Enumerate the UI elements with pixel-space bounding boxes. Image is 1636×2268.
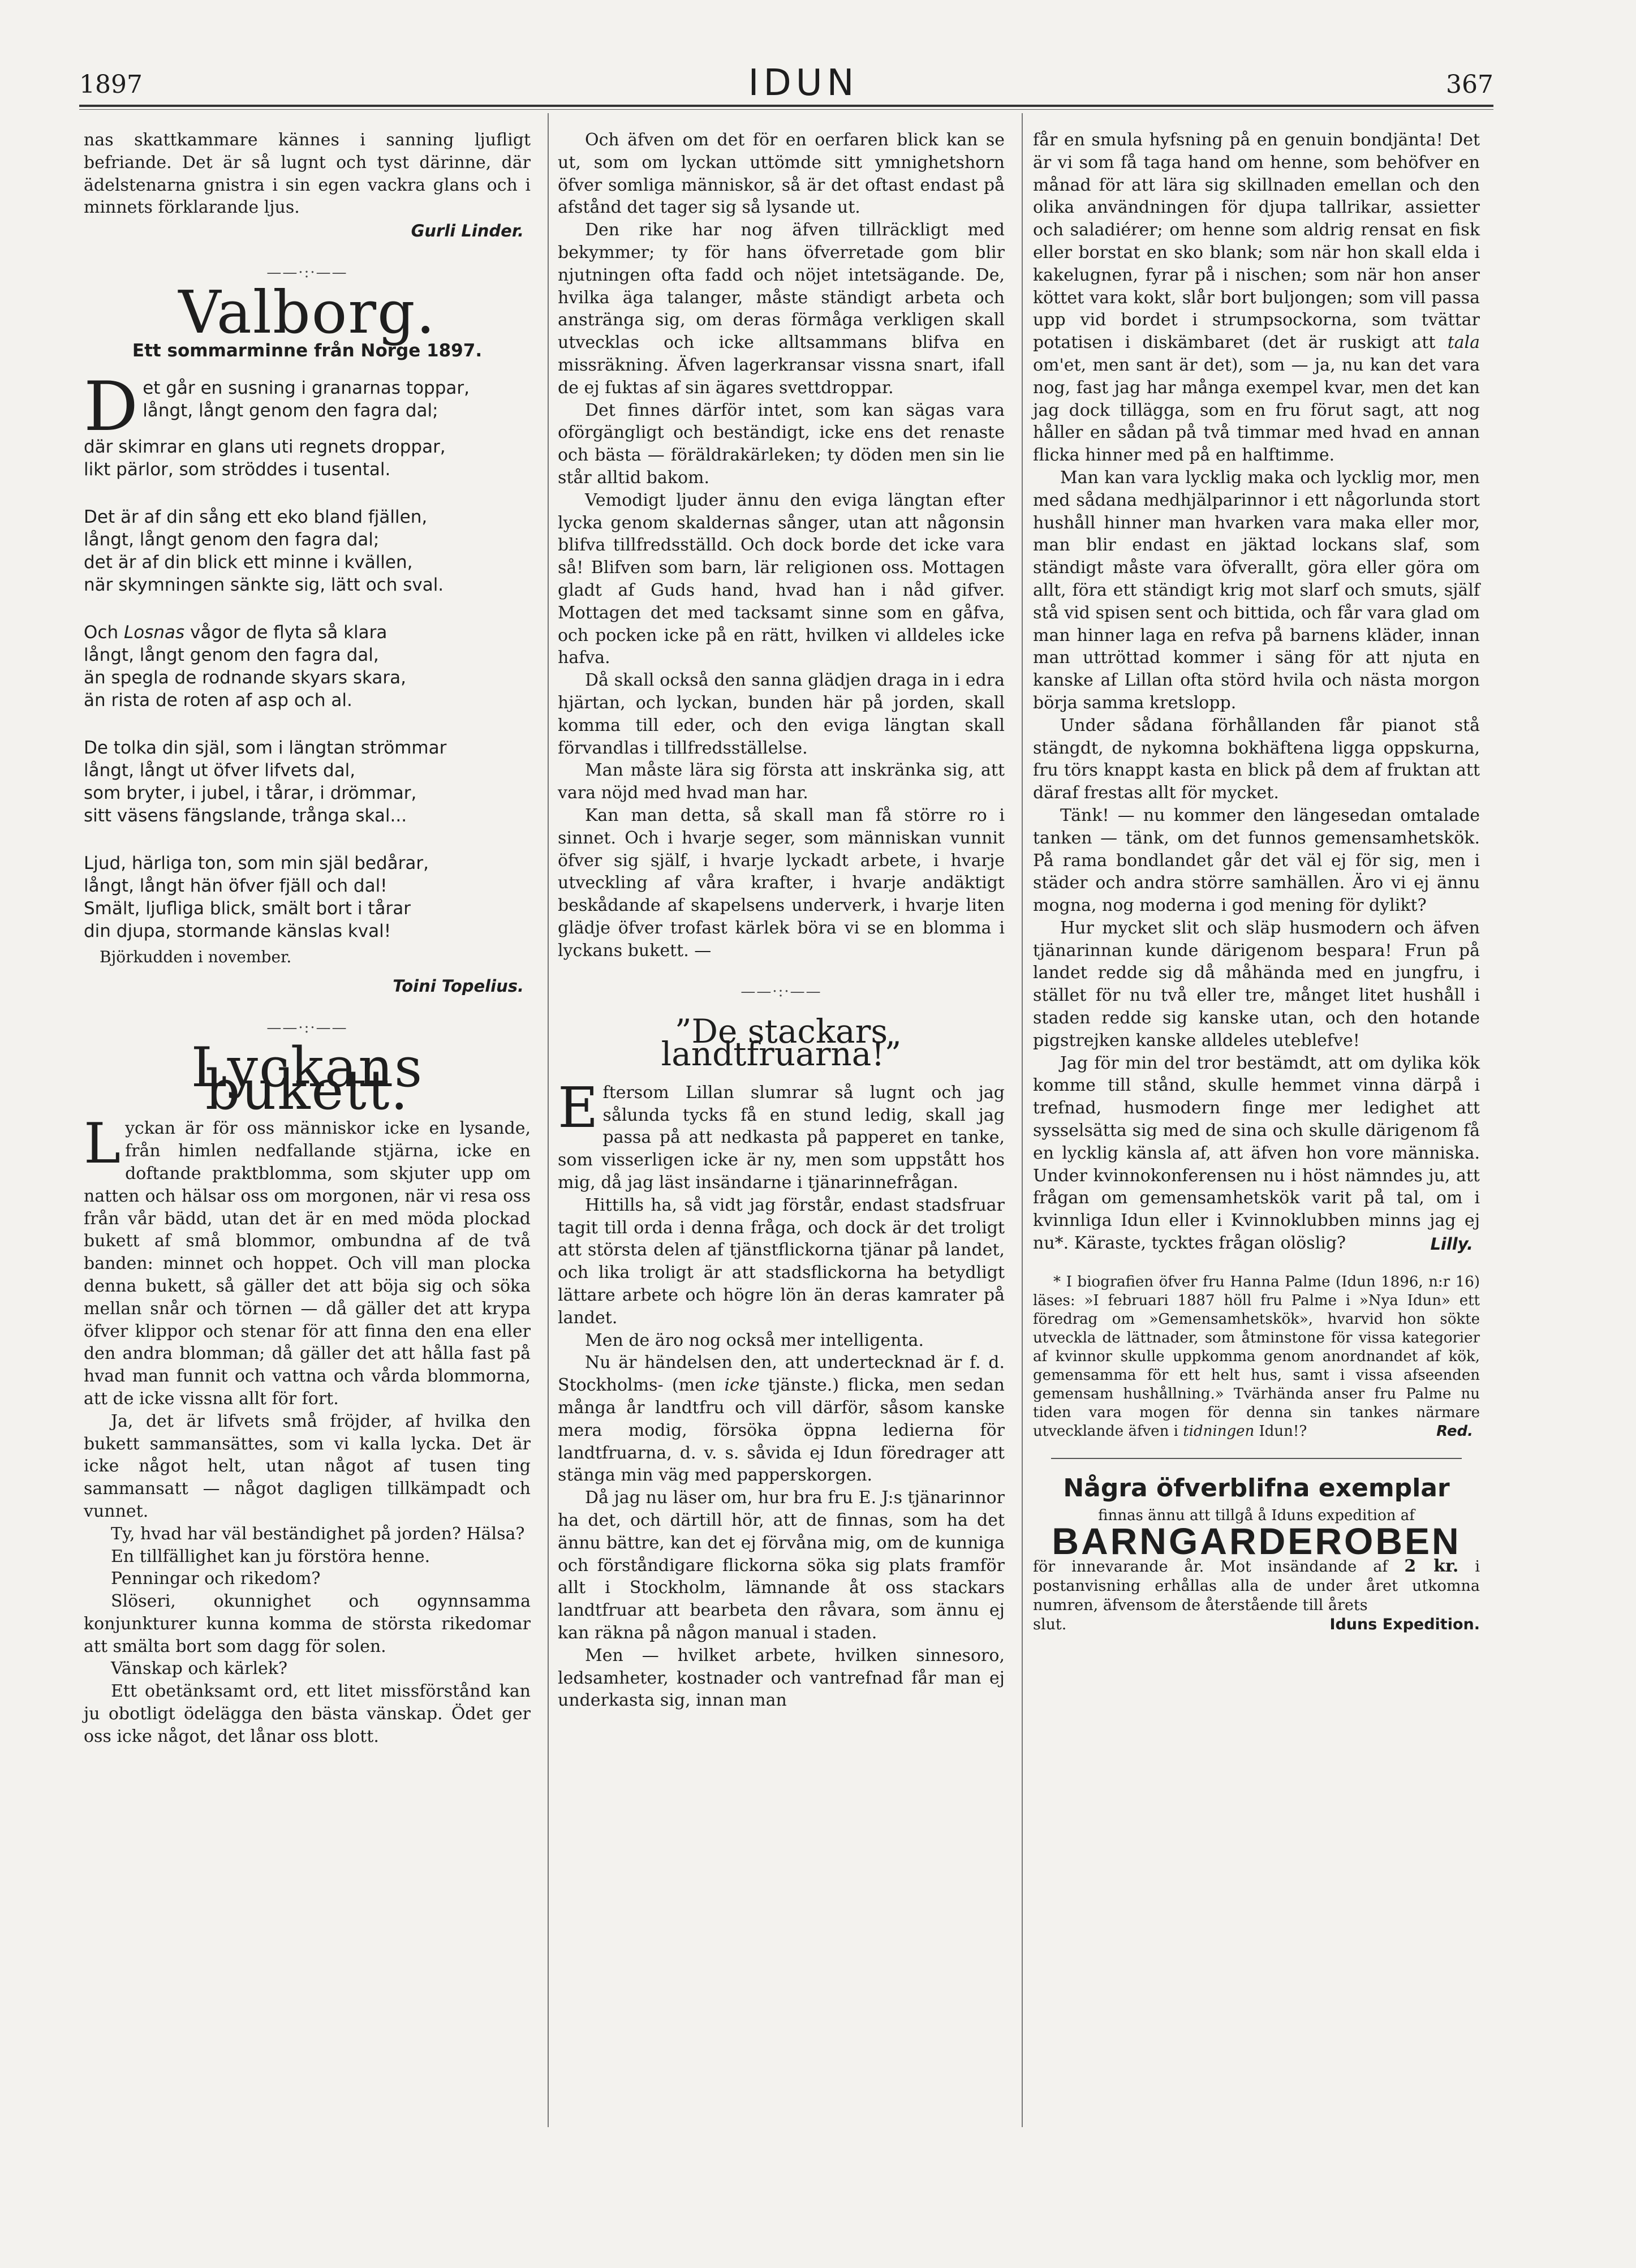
poem-stanza [84,737,531,827]
essay-paragraph: Man måste lära sig första att inskränka sig, att vara nöjd med hvad man har. [558,760,1005,803]
article-paragraph: Då jag nu läser om, hur bra fru E. J:s tjänarinnor ha det, och därtill hör, att de finnas, som ha det ännu bättre, kan det ej förvåna mig, om de kunniga och förståndigare flickorna söka sig plats framför allt i Stockholm, lämnande åt oss stackars landtfruar att bearbeta den råvara, som ännu ej kan räkna på någon manual i staden. [558,1488,1005,1643]
text-part: Nu är händelsen den, att undertecknad är f. d. Stockholms- (men [558,1353,1005,1396]
drop-cap: D [84,368,139,447]
ad-footer [1033,1615,1480,1634]
essay-first-text: yckan är för oss människor icke en lysande, från himlen nedfallande stjärna, icke en doftande praktblomma, som skjuter upp om natten och hälsar oss om morgonen, när vi resa oss från vår bädd, utan det är en med möda plockad bukett af små blommor, ombundna af de två banden: minnet och hoppet. Och vill man plocka denna bukett, så gäller det att böja sig och söka mellan snår och törnen — då gäller det att krypa öfver klippor och stenar för att finna den ena eller den andra blomman; då gäller det att hålla fast på hvad man funnit och vattna och vårda blommorna, att de icke vissna allt för fort. [84,1118,531,1409]
article-paragraph: Man kan vara lycklig maka och lycklig mor, men med sådana medhjälparinnor i ett någorlunda stort hushåll hinner man hvarken vara maka eller mor, man blir endast en jäktad lockans slaf, som ständigt måste vara öfverallt, göra eller göra om allt, föra ett ständigt krig mot slarf och smuts, själf stå vid spisen sent och bittida, och får vara glad om man hinner laga en refva på barnens kläder, innan man uttröttad kommer i säng för att njuta en kanske af Lillan ofta störd hvila och nästa morgon börja samma kretslopp. [1033,467,1480,713]
poem-line: när skymningen sänkte sig, lätt och sval. [84,575,444,596]
article-paragraph: Men — hvilket arbete, hvilken sinnesoro, ledsamheter, kostnader och vantrefnad får man ej underkasta sig, innan man [558,1645,1005,1711]
article-paragraph: Jag för min del tror bestämdt, att om dylika kök komme till stånd, skulle hemmet vinna därpå i trefnad, husmodern finge mer ledighet att sysselsätta sig med de sina och skulle därigenom få en lycklig känsla af, att äfven hon vore människa. Under kvinnokonferensen nu i höst nämndes ju, att frågan om gemensamhetskök varit på tal, om i kvinnliga Idun eller i Kvinnoklubben minns jag ej nu*. Käraste, tycktes frågan olöslig? [1033,1053,1480,1254]
ad-end-word: slut. [1033,1616,1067,1634]
poem-line: et går en susning i granarnas toppar, [143,378,470,399]
article-paragraph: Hittills ha, så vidt jag förstår, endast stadsfruar tagit till orda i denna fråga, och dock är det troligt att största delen af tjänstflickorna tjänar på landet, och lika troligt är att stadsflickorna ha betydligt lättare arbete och högre lön än deras kamrater på landet. [558,1195,1005,1328]
advertisement [1033,1474,1480,1635]
text-part: Idun!? [1254,1422,1307,1440]
essay-paragraph: Ty, hvad har väl beständighet på jorden? Hälsa? [111,1524,525,1544]
header-page-number: 367 [1446,70,1493,99]
footnote-signature: Red. [1436,1422,1473,1440]
text-part: om'et, men sant är det), som — ja, nu kan det vara nog, fast jag har många exempel kvar, men det kan jag dock tillägga, som en fru förut sagt, att nog håller en sådan på två timmar med hvad en annan flicka hinner med på en halftimme. [1033,355,1480,466]
text-part: får en smula hyfsning på en genuin bondjänta! Det är vi som få taga hand om henne, som behöfver en månad för att lära sig skillnaden emellan och den olika användningen för djupa tallrikar, assietter och saladiérer; om henne som aldrig rensat en fisk eller borstat en sko blank; som när hon skall elda i kakelugnen, fyrar på i nischen; som när hon anser köttet vara kokt, slår bort buljongen; som vill passa upp vid bordet i strumpsockorna, som tvättar potatisen i diskämbaret (det är ruskigt att [1033,130,1480,353]
text-part: tjänste.) flicka, men sedan många år landtfru och vill därför, såsom kanske mera modig, försöka öppna ledierna för landtfruarna, d. v. s. såvida ej Idun föredrager att stänga min väg med papperskorgen. [558,1375,1005,1486]
column-2 [558,129,1005,1712]
poem-line: det är af din blick ett minne i kvällen, [84,552,413,573]
poem-line: Smält, ljufliga blick, smält bort i tårar [84,898,411,919]
ad-line: finnas ännu att tillgå å Iduns expedition af [1098,1507,1415,1524]
poem-line: än rista de roten af asp och al. [84,690,352,711]
essay-paragraph: En tillfällighet kan ju förstöra henne. [111,1546,430,1566]
essay-paragraph: Vänskap och kärlek? [111,1659,288,1679]
essay-paragraph [84,1112,531,1410]
ad-headline: Några öfverblifna exemplar [1063,1473,1450,1503]
poem-line: långt, långt hän öfver fjäll och dal! [84,876,388,897]
poem-line [84,621,531,644]
article-paragraph: Under sådana förhållanden får pianot stå stängdt, de nykomna bokhäftena ligga oppskurna, fru törs knappt kasta en blick på dem af fruktan att däraf frestas allt för mycket. [1033,715,1480,803]
ad-text [1033,1557,1480,1615]
poem-stanza [84,368,531,481]
text-part: för innevarande år. Mot insändande af [1033,1558,1405,1576]
intro-signature: Gurli Linder. [411,221,524,241]
poem-line: som bryter, i jubel, i tårar, i drömmar, [84,783,417,804]
emphasis-text: icke [724,1375,760,1396]
article-paragraph: Tänk! — nu kommer den längesedan omtalade tanken — tänk, om det funnos gemensamhetskök. På rama bondlandet går det väl ej för sig, men i städer och andra större samhällen. Äro vi ej ännu mogna, nog moderna i god mening för dylikt? [1033,805,1480,916]
article-paragraph: Hur mycket slit och släp husmodern och äfven tjänarinnan kunde därigenom bespara! Frun på landet redde sig då måhända med en jungfru, i stället för nu två eller tre, månget litet hushåll i staden redde sig kanske utan, och den hotande pigstrejken kanske alldeles uteblefve! [1033,918,1480,1051]
essay-paragraph: Kan man detta, så skall man få större ro i sinnet. Och i hvarje seger, som människan vunnit öfver sig själf, i hvarje lyckadt arbete, i hvarje utveckling af våra krafter, i hvarje andäktigt beskådande af skapelsens underverk, i hvarje liten glädje öfver trofast kärlek böra vi se en blomma i lyckans bukett. — [558,805,1005,961]
essay-paragraph: Penningar och rikedom? [111,1569,321,1589]
essay-paragraph: Ja, det är lifvets små fröjder, af hvilka den bukett sammansättes, som vi kalla lycka. Det är icke något helt, utan något af tusen ting sammansatt — något dagligen tillkämpadt och vunnet. [84,1411,531,1521]
poem-stanza [84,621,531,712]
poem-stanza [84,852,531,943]
ad-publisher: Iduns Expedition. [1329,1616,1480,1634]
ornament-divider: ——·:·—— [740,983,822,1001]
footnote [1033,1273,1480,1441]
poem-line: långt, långt ut öfver lifvets dal, [84,760,356,781]
ad-divider [1051,1458,1462,1459]
poem-title: Valborg. [178,277,436,347]
poem-line: din djupa, stormande känslas kval! [84,921,391,942]
poem-line-start: Och [84,622,124,643]
intro-paragraph: nas skattkammare kännes i sanning ljufligt befriande. Det är så lugnt och tyst därinne, där ädelstenarna gnistra i sin egen vackra glans och i minnets förklarande ljus. [84,130,531,218]
essay-paragraph: Den rike har nog äfven tillräckligt med bekymmer; ty för hans öfverretade gom blir njutningen ofta fadd och nöjet intetsägande. De, hvilka äga talanger, måste ständigt arbeta och anstränga sig, om deras förmåga verkligen skall utvecklas och icke alltsammans blifva en missräkning. Äfven lagerkransar vissna snart, ifall de ej fuktas af sin ägares svettdroppar. [558,220,1005,398]
essay-paragraph: Ett obetänksamt ord, ett litet missförstånd kan ju obotligt ödelägga den bästa vänskap. Ödet ger oss icke något, det lånar oss blott. [84,1681,531,1746]
column-1 [84,129,531,1748]
poem-subtitle: Ett sommarminne från Norge 1897. [132,340,483,361]
poem-stanza [84,506,531,596]
poem-line: där skimrar en glans uti regnets droppar, [84,437,446,458]
drop-cap: E [558,1075,599,1141]
ornament-divider: ——·:·—— [266,264,348,281]
header-rule [79,105,1493,110]
poem-place: Björkudden i november. [100,948,292,967]
drop-cap: L [84,1112,121,1177]
article-paragraph: Men de äro nog också mer intelligenta. [585,1330,924,1350]
poem-line: sitt väsens fängslande, trånga skal... [84,806,407,827]
article-paragraph [558,1352,1005,1487]
poem-line: De tolka din själ, som i längtan strömmar [84,738,447,759]
poem-line: likt pärlor, som ströddes i tusental. [84,459,391,480]
essay-paragraph: Och äfven om det för en oerfaren blick kan se ut, som om lyckan uttömde sitt ymnighetshorn öfver somliga människor, så är det oftast endast på afstånd det tager sig så lysande ut. [558,130,1005,218]
emphasis-text: tala [1447,333,1480,353]
essay-paragraph: Vemodigt ljuder ännu den eviga längtan efter lycka genom skaldernas sånger, utan att någonsin blifva tillfredsställd. Och dock borde det icke vara så! Blifven som barn, lär religionen oss. Mottagen gladt af Guds hand, hvad han i nåd gifver. Mottagen det med tacksamt sinne som en gåfva, och pocken icke på en rätt, hvilken vi alldeles icke hafva. [558,490,1005,668]
article-paragraph [1033,129,1480,467]
footnote-text [1033,1273,1480,1441]
poem-line: Ljud, härliga ton, som min själ bedårar, [84,853,429,874]
header-title: IDUN [748,62,859,104]
poem-line: långt, långt genom den fagra dal; [143,401,438,421]
article-signature: Lilly. [1430,1234,1473,1254]
article-paragraph [558,1075,1005,1194]
essay-paragraph: Det finnes därför intet, som kan sägas vara oförgängligt och beständigt, icke ens det renaste och bästa — föräldrakärleken; ty döden men sin lie står alltid bakom. [558,400,1005,488]
poem-line: långt, långt genom den fagra dal; [84,530,380,550]
essay-paragraph: Då skall också den sanna glädjen draga in i edra hjärtan, och lyckan, bunden här på jorden, skall komma till eder, och den eviga längtan skall förvandlas i tillfredsställelse. [558,670,1005,758]
article-title: ”De stackars landtfruarna!” [661,1012,902,1074]
poem-line: långt, långt genom den fagra dal, [84,645,379,666]
ad-brand: BARNGARDEROBEN [1052,1520,1461,1562]
column-divider-2 [1022,113,1023,2127]
poem [84,368,531,943]
emphasis-text: tidningen [1183,1422,1255,1440]
column-divider-1 [548,113,549,2127]
text-part: * I biografien öfver fru Hanna Palme (Idun 1896, n:r 16) läses: »I februari 1887 höll fru Palme i »Nya Idun» ett föredrag om »Gemensamhetskök», hvarvid hon sökte utveckla de lättnader, som åtminstone för vissa kategorier af kvinnor skulle uppkomma genom anordnandet af kök, gemensamma för ett helt hus, samt i vissa afseenden gemensam hushållning.» Tvärhända anser fru Palme nu tiden vara mogen för denna sin tankes närmare utvecklande äfven i [1033,1273,1480,1440]
poem-line-end: vågor de flyta så klara [184,622,388,643]
header-year: 1897 [79,70,143,99]
poem-line: Det är af din sång ett eko bland fjällen, [84,507,428,528]
ornament-divider: ——·:·—— [266,1019,348,1036]
article-first-text: ftersom Lillan slumrar så lugnt och jag sålunda tycks få en stund ledig, skall jag passa på att nedkasta på papperet en tanke, som visserligen icke är ny, men som uppstått hos mig, då jag läst insändarne i tjänarinnefrågan. [558,1082,1005,1193]
poem-signature: Toini Topelius. [393,976,524,996]
essay-paragraph: Slöseri, okunnighet och ogynnsamma konjunkturer kunna komma de största rikedomar att smälta bort som dagg för solen. [84,1591,531,1656]
essay-title: Lyckans bukett. [191,1035,424,1122]
column-3 [1033,129,1480,1634]
river-name: Losnas [123,622,185,643]
ad-price: 2 kr. [1404,1556,1459,1577]
poem-line: än spegla de rodnande skyars skara, [84,668,406,688]
text-part: i postanvisning erhållas alla de under året utkomna numren, äfvensom de återstående till årets [1033,1558,1480,1615]
